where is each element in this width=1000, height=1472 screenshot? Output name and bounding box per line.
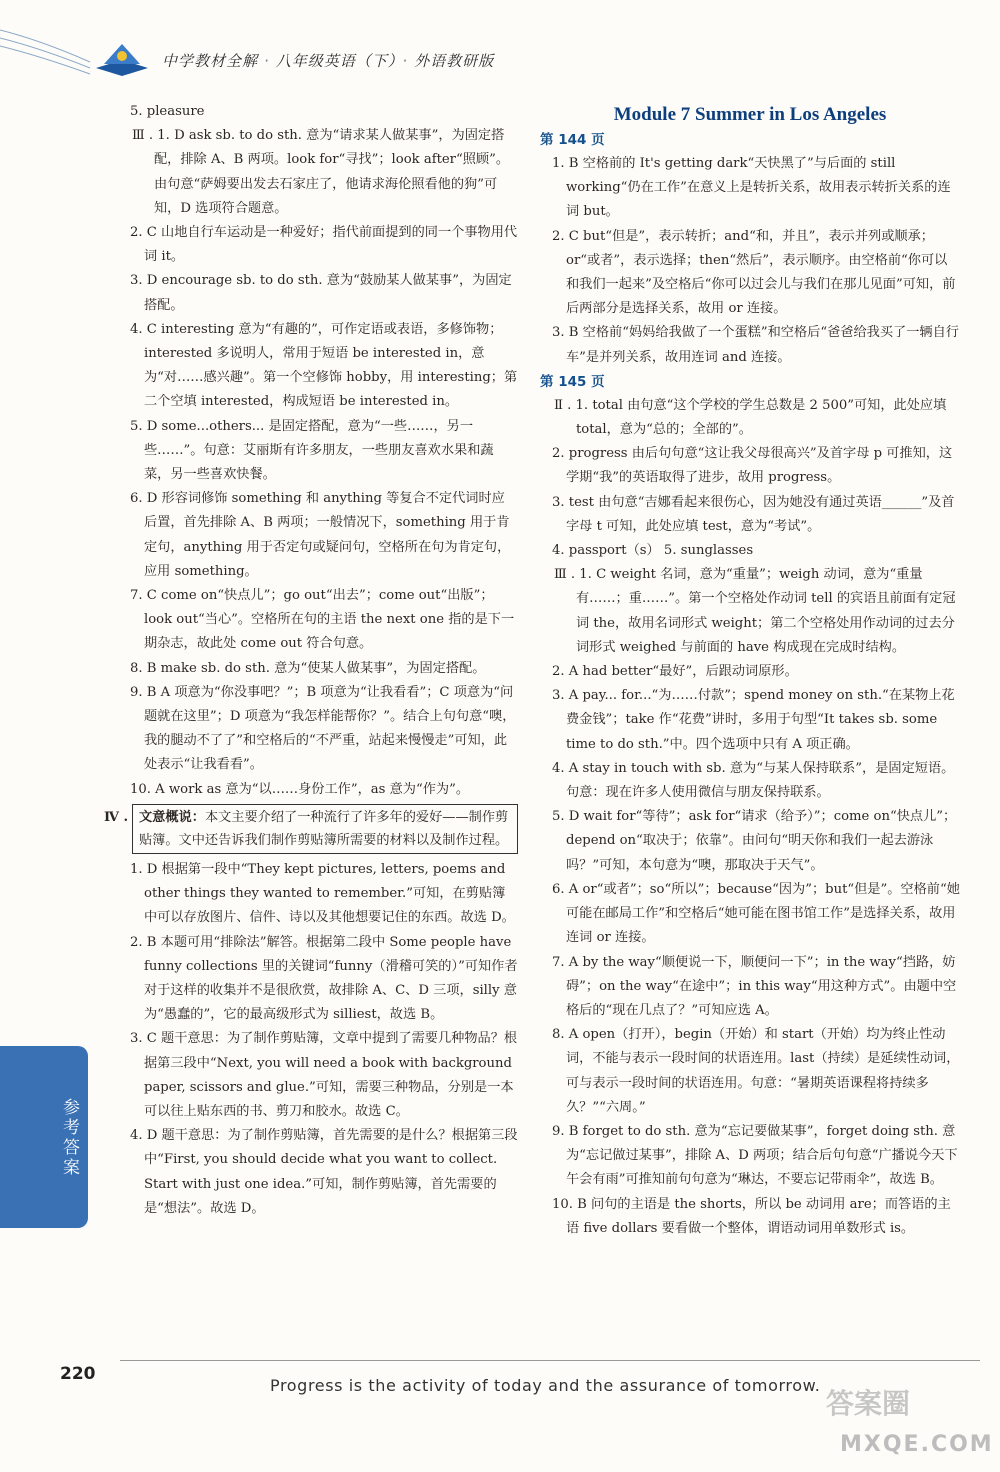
answer-item: 8. B make sb. do sth. 意为“使某人做某事”，为固定搭配。 xyxy=(130,660,486,676)
answer-item: 8. A open（打开），begin（开始）和 start（开始）均为终止性动词，不能与表示一段时间的状语连用。last（持续）是延续性动词，可与表示一段时间的状语连用。句意：“暑期英语课程将持续多久？”“六周。” xyxy=(552,1027,960,1115)
answer-item: 3. B 空格前“妈妈给我做了一个蛋糕”和空格后“爸爸给我买了一辆自行车”是并列关系，故用连词 and 连接。 xyxy=(552,325,959,365)
answer-item: 7. C come on“快点儿”；go out“出去”；come out“出版”；look out“当心”。空格所在句的主语 the next one 指的是下一期杂志，故此处 come out 符合句意。 xyxy=(130,588,515,652)
answer-item: 3. test 由句意“吉娜看起来很伤心，因为她没有通过英语______”及首字母 t 可知，此处应填 test，意为“考试”。 xyxy=(552,494,955,534)
book-grade: 八年级英语（下） xyxy=(275,52,397,70)
answer-item: 4. passport（s） 5. sunglasses xyxy=(552,543,754,559)
watermark-url: MXQE.COM xyxy=(840,1432,994,1457)
answer-item: 5. pleasure xyxy=(130,104,205,119)
right-column xyxy=(540,100,960,1241)
answer-item: 4. A stay in touch with sb. 意为“与某人保持联系”，是固定短语。句意：现在许多人使用微信与朋友保持联系。 xyxy=(552,760,955,801)
book-series: 中学教材全解 xyxy=(162,52,259,70)
answer-item: Ⅲ . 1. D ask sb. to do sth. 意为“请求某人做某事”，为固定搭配，排除 A、B 两项。look for“寻找”；look after“照顾”。由句意“萨姆要出发去石家庄了，他请求海伦照看他的狗”可知，D 选项符合题意。 xyxy=(132,128,510,216)
module-title: Module 7 Summer in Los Angeles xyxy=(613,104,887,125)
answer-item: 2. progress 由后句句意“这让我父母很高兴”及首字母 p 可推知，这学期“我”的英语取得了进步，故用 progress。 xyxy=(552,446,953,486)
page-header xyxy=(0,0,1000,90)
answer-item: 4. C interesting 意为“有趣的”，可作定语或表语，多修饰物；interested 多说明人，常用于短语 be interested in，意为“对……感兴趣”。第一个空修饰 hobby，用 interesting；第二个空填 interested，构成短语 be interested in。 xyxy=(130,321,518,410)
watermark-logo: 答案圈 xyxy=(826,1387,911,1420)
page-number: 220 xyxy=(60,1364,96,1384)
answer-item: 2. C 山地自行车运动是一种爱好；指代前面提到的同一个事物用代词 it。 xyxy=(130,225,518,265)
answer-item: 6. A or“或者”；so“所以”；because“因为”；but“但是”。空格前“她可能在邮局工作”和空格后“她可能在图书馆工作”是选择关系，故用连词 or 连接。 xyxy=(552,881,960,946)
answer-item: 5. D wait for“等待”；ask for“请求（给予）”；come on“快点儿”；depend on“取决于；依靠”。由问句“明天你和我们一起去游泳吗？”可知，本句意为“噢，那取决于天气”。 xyxy=(552,809,957,873)
answer-item: 1. D 根据第一段中“They kept pictures, letters, poems and other things they wanted to remember.”可知，在剪贴簿中可以存放图片、信件、诗以及其他想要记住的东西。故选 D。 xyxy=(130,861,515,926)
side-tab-label: 参考答案 xyxy=(59,1098,79,1178)
section-label: Ⅳ . xyxy=(104,809,129,825)
answer-item: 3. C 题干意思：为了制作剪贴簿，文章中提到了需要几种物品？根据第三段中“Next, you will need a book with background paper, scissors and glue.”可知，需要三种物品，分别是一本可以往上贴东西的书、剪刀和胶水。故选 C。 xyxy=(130,1031,518,1119)
book-logo-icon xyxy=(92,38,152,78)
answer-item: 1. B 空格前的 It's getting dark“天快黑了”与后面的 still working“仍在工作”在意义上是转折关系，故用表示转折关系的连词 but。 xyxy=(552,156,951,220)
answer-item: 6. D 形容词修饰 something 和 anything 等复合不定代词时应后置，首先排除 A、B 两项；一般情况下，something 用于肯定句，anything 用于否定句或疑问句，空格所在句为肯定句，应用 something。 xyxy=(130,491,511,579)
answer-item: 9. B forget to do sth. 意为“忘记要做某事”，forget doing sth. 意为“忘记做过某事”，排除 A、D 两项；结合后句句意“广播说今天下午会有雨”可推知前句句意为“琳达，不要忘记带雨伞”，故选 B。 xyxy=(552,1123,958,1188)
summary-box xyxy=(132,804,518,854)
answer-item: 10. B 问句的主语是 the shorts，所以 be 动词用 are；而答语的主语 five dollars 要看做一个整体，谓语动词用单数形式 is。 xyxy=(552,1196,951,1236)
page-reference: 第 145 页 xyxy=(540,373,605,390)
answer-item: 4. D 题干意思：为了制作剪贴簿，首先需要的是什么？根据第三段中“First, you should decide what you want to collect. Start with just one idea.”可知，制作剪贴簿，首先需要的是“想法”。故选 D。 xyxy=(130,1128,518,1216)
answer-item: 5. D some...others... 是固定搭配，意为“一些……，另一些……”。句意：艾丽斯有许多朋友，一些朋友喜欢水果和蔬菜，另一些喜欢快餐。 xyxy=(130,418,494,483)
book-edition: 外语教研版 xyxy=(414,52,495,70)
left-column xyxy=(104,100,518,1221)
answer-item: 2. B 本题可用“排除法”解答。根据第二段中 Some people have funny collections 里的关键词“funny（滑稽可笑的）”可知作者对于这样的收集并不是很欣赏，故排除 A、C、D 三项，silly 意为“愚蠢的”，它的最高级形式为 silliest，故选 B。 xyxy=(130,934,518,1023)
answer-item: 2. C but“但是”，表示转折；and“和，并且”，表示并列或顺承；or“或者”，表示选择；then“然后”，表示顺序。由空格前“你可以和我们一起来”及空格后“你可以过会儿与我们在那儿见面”可知，前后两部分是选择关系，故用 or 连接。 xyxy=(552,228,956,317)
answer-item: Ⅱ . 1. total 由句意“这个学校的学生总数是 2 500”可知，此处应填 total，意为“总的；全部的”。 xyxy=(554,397,947,438)
answer-item: 10. A work as 意为“以……身份工作”，as 意为“作为”。 xyxy=(130,781,470,797)
answer-item: 3. A pay... for...“为……付款”；spend money on sth.“在某物上花费金钱”；take 作“花费”讲时，多用于句型“It takes sb. some time to do sth.”中。四个选项中只有 A 项正确。 xyxy=(552,688,955,752)
answer-item: 3. D encourage sb. to do sth. 意为“鼓励某人做某事”，为固定搭配。 xyxy=(130,273,512,313)
summary-label: 文意概说： xyxy=(139,809,205,825)
summary-text: 本文主要介绍了一种流行了许多年的爱好——制作剪贴簿。文中还告诉我们制作剪贴簿所需要的材料以及制作过程。 xyxy=(139,809,509,848)
section-iv xyxy=(104,804,518,854)
book-title: 中学教材全解 · 八年级英语（下） · 外语教研版 xyxy=(162,52,495,70)
page-reference: 第 144 页 xyxy=(540,132,605,148)
answer-item: 7. A by the way“顺便说一下，顺便问一下”；in the way“挡路，妨碍”；on the way“在途中”；in this way“用这种方式”。由题中空格后的“现在几点了？”可知应选 A。 xyxy=(552,954,957,1018)
answer-item: 2. A had better“最好”，后跟动词原形。 xyxy=(552,664,798,680)
footer-motto: Progress is the activity of today and the assurance of tomorrow. xyxy=(270,1376,821,1395)
answer-item: 9. B A 项意为“你没事吧？”；B 项意为“让我看看”；C 项意为“问题就在这里”；D 项意为“我怎样能帮你？”。结合上句句意“噢，我的腿动不了了”和空格后的“不严重，站起来慢慢走”可知，此处表示“让我看看”。 xyxy=(130,684,516,773)
footer-divider xyxy=(120,1360,980,1361)
answer-item: Ⅲ . 1. C weight 名词，意为“重量”；weigh 动词，意为“重量有……；重……”。第一个空格处作动词 tell 的宾语且前面有定冠词 the，故用名词形式 weight；第二个空格处用作动词的过去分词形式 weighed 与前面的 have 构成现在完成时结构。 xyxy=(554,567,956,655)
